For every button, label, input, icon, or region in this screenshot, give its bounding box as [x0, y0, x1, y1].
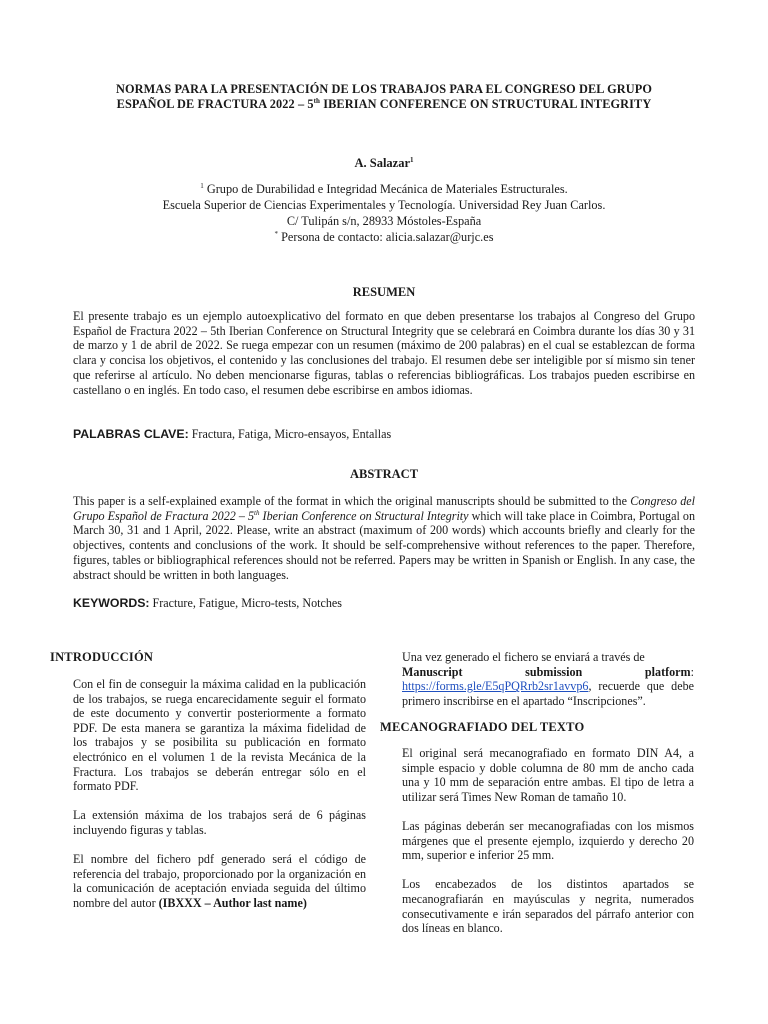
resumen-heading: RESUMEN — [352, 285, 416, 299]
affiliation-line-2: Escuela Superior de Ciencias Experimentales y Tecnología. Universidad Rey Juan Carlos. — [162, 198, 606, 212]
right-column-body — [402, 746, 694, 950]
abstract-body: This paper is a self-explained example of the format in which the original manuscripts should be submitted to the Congreso del Grupo Español de Fractura 2022 – 5th Iberian Conference on Structural Integrity which will take place in Coimbra, Portugal on March 30, 31 and 1 April, 2022. Please, write an abstract (maximum of 200 words) which accounts briefly and clearly for the objectives, contents and conclusions of the work. It should be self-comprehensive without references to the paper. Therefore, figures, tables or bibliographical references should not be referred. Papers may be written in Spanish or English. In any case, the abstract should be written in both languages. — [73, 494, 695, 582]
palabras-clave: PALABRAS CLAVE: Fractura, Fatiga, Micro-ensayos, Entallas — [73, 427, 392, 441]
mecanografiado-heading: MECANOGRAFIADO DEL TEXTO — [380, 720, 585, 734]
affiliation — [0, 181, 768, 245]
mecanografiado-paragraph-3: Los encabezados de los distintos apartados se mecanografiarán en mayúsculas y negrita, numerados consecutivamente e irán separados del párrafo anterior con dos líneas en blanco. — [402, 877, 694, 936]
mecanografiado-paragraph-2: Las páginas deberán ser mecanografiadas con los mismos márgenes que el presente ejemplo, izquierdo y derecho 20 mm, superior e inferior 25 mm. — [402, 818, 694, 863]
mecanografiado-paragraph-1: El original será mecanografiado en formato DIN A4, a simple espacio y doble columna de 80 mm de ancho cada una y 10 mm de separación entre ambas. El tipo de letra a utilizar será Times New Roman de tamaño 10. — [402, 746, 694, 804]
author-name: A. Salazar$^1$ — [354, 155, 414, 170]
intro-heading: INTRODUCCIÓN — [50, 650, 154, 664]
title-line-2: ESPAÑOL DE FRACTURA 2022 – 5th IBERIAN CONFERENCE ON STRUCTURAL INTEGRITY — [116, 96, 652, 111]
title-line-1: NORMAS PARA LA PRESENTACIÓN DE LOS TRABAJOS PARA EL CONGRESO DEL GRUPO — [116, 82, 652, 96]
keywords: KEYWORDS: Fracture, Fatigue, Micro-tests, Notches — [73, 596, 342, 610]
intro-paragraph-2: La extensión máxima de los trabajos será de 6 páginas incluyendo figuras y tablas. — [73, 808, 366, 837]
abstract-heading: ABSTRACT — [349, 467, 419, 481]
intro-paragraph-1: Con el fin de conseguir la máxima calidad en la publicación de los trabajos, se ruega encarecidamente seguir el formato de este documento y convertir posteriormente a formato PDF. De esta manera se garantiza la máxima fidelidad de los trabajos y se posibilita su publicación en formato electrónico en el volumen 1 de la revista Mecánica de la Fractura. Los trabajos se deberán entregar sólo en el formato PDF. — [73, 677, 366, 794]
submission-paragraph: Una vez generado el fichero se enviará a través de Manuscript submission platform: https://forms.gle/E5qPQRrb2sr1avvp6, recuerde que debe primero inscribirse en el apartado “Inscripciones”. — [402, 650, 694, 708]
contact-line: * Persona de contacto: alicia.salazar@urjc.es — [274, 229, 494, 244]
intro-paragraph-3: El nombre del fichero pdf generado será el código de referencia del trabajo, proporcionado por la organización en la comunicación de aceptación enviada seguida del último nombre del autor (IBXXX – Author last name) — [73, 852, 366, 910]
affiliation-line-1: $^1$ Grupo de Durabilidad e Integridad Mecánica de Materiales Estructurales. — [200, 181, 568, 196]
paper-title — [60, 82, 708, 112]
affiliation-line-3: C/ Tulipán s/n, 28933 Móstoles-España — [286, 214, 482, 228]
submission-link[interactable]: https://forms.gle/E5qPQRrb2sr1avvp6 — [402, 679, 589, 694]
right-column-top — [402, 650, 694, 723]
resumen-body: El presente trabajo es un ejemplo autoexplicativo del formato en que deben presentarse los trabajos al Congreso del Grupo Español de Fractura 2022 – 5th Iberian Conference on Structural Integrity que se celebrará en Coimbra durante los días 30 y 31 de marzo y 1 de abril de 2022. Se ruega empezar con un resumen (máximo de 200 palabras) en el cual se establezcan de forma clara y concisa los objetivos, el contenido y las conclusiones del trabajo. El resumen debe ser inteligible por sí mismo sin tener que referirse al artículo. No deben mencionarse figuras, tablas o referencias bibliográficas. Los trabajos pueden escribirse en castellano o en inglés. En todo caso, el resumen debe escribirse en ambos idiomas. — [73, 309, 695, 397]
left-column-body — [73, 677, 366, 925]
